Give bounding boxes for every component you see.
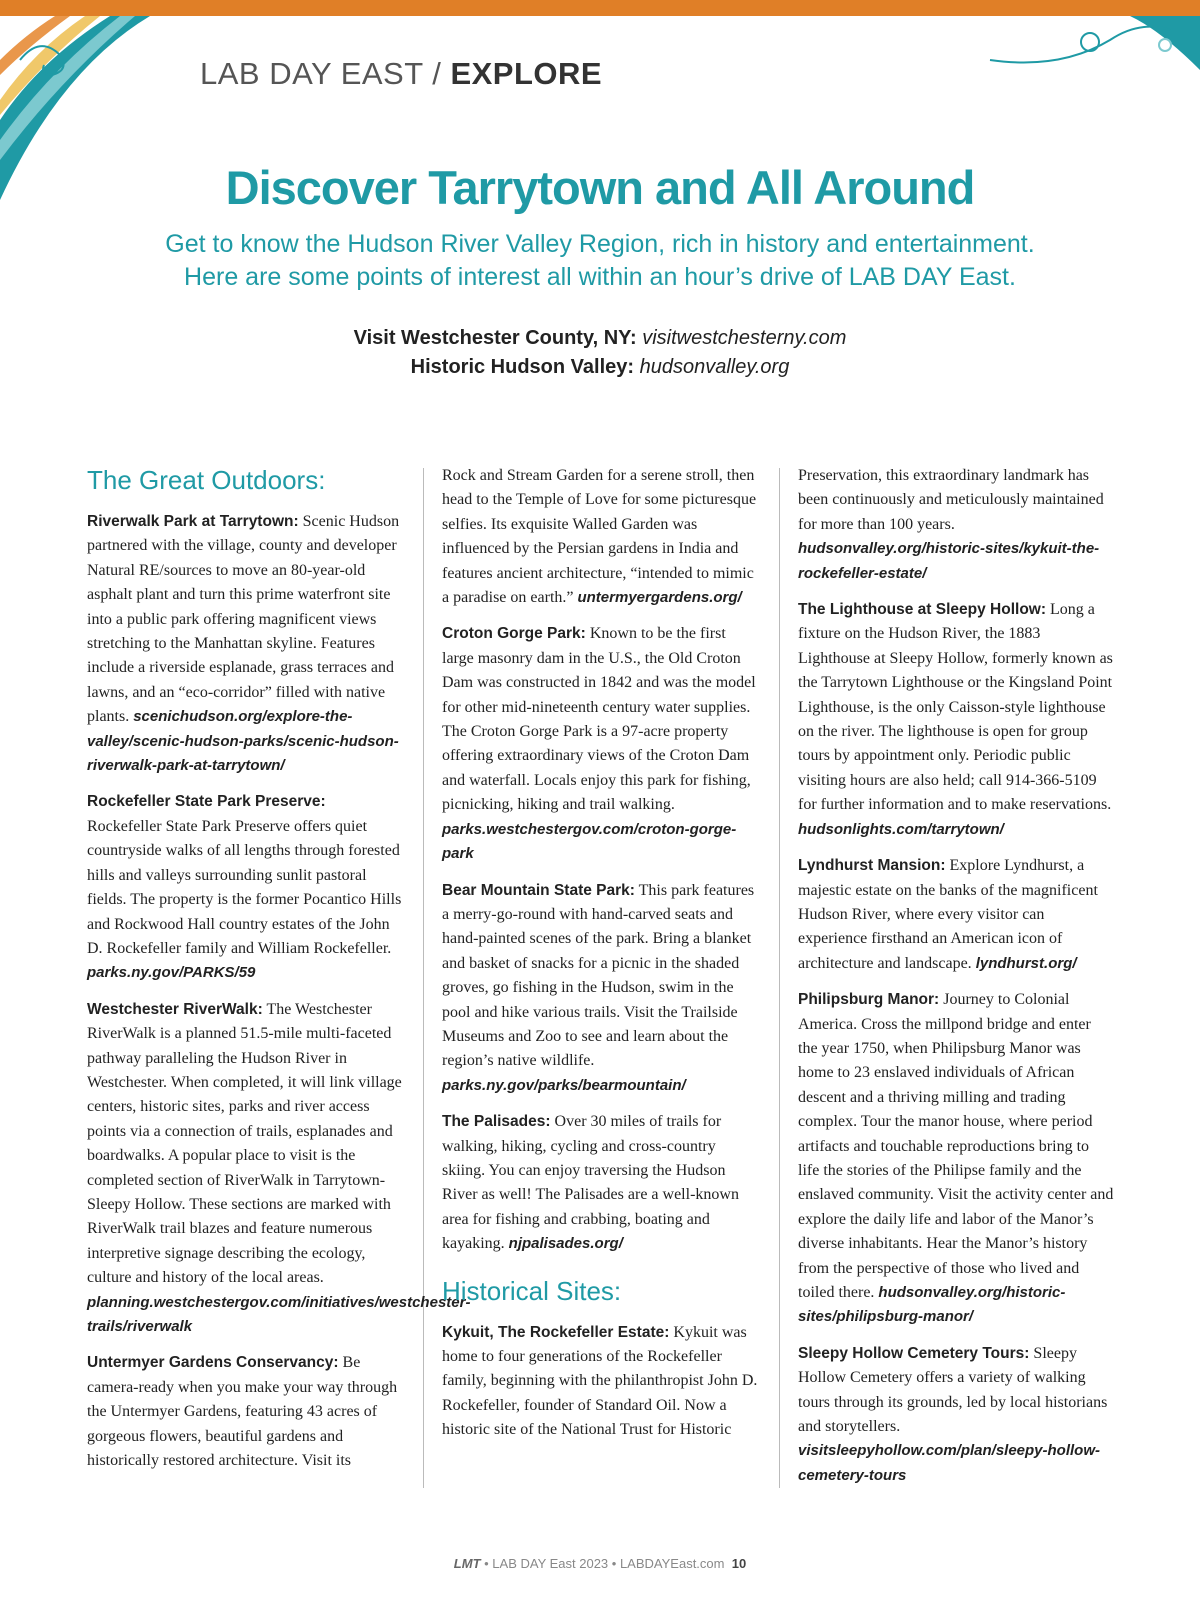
entry-body: The Westchester RiverWalk is a planned 51.5-mile multi-faceted pathway paralleling the Hudson River in Westchester. When completed, it will link village centers, historic sites, parks and river access points via a connection of trails, esplanades and boardwalks. A popular place to visit is the completed section of RiverWalk in Tarrytown-Sleepy Hollow. These sections are marked with RiverWalk trail blazes and feature numerous interpretive signage describing the ecology, culture and history of the local areas. xyxy=(87,1000,402,1287)
page-subtitle xyxy=(0,228,1200,294)
entry-link[interactable]: scenichudson.org/explore-the-valley/scenic-hudson-parks/scenic-hudson-riverwalk-park-at-tarrytown/ xyxy=(87,708,399,775)
footer-issue: LAB DAY East 2023 xyxy=(492,1556,609,1571)
entry-body-cont: Preservation, this extraordinary landmark has been continuously and meticulously maintained for more than 100 years. xyxy=(798,467,1104,533)
entry-sleepy-hollow-lighthouse xyxy=(798,598,1114,842)
section-header-bold: EXPLORE xyxy=(450,56,603,91)
entry-heading: Untermyer Gardens Conservancy: xyxy=(87,1354,339,1372)
category-heading-outdoors: The Great Outdoors: xyxy=(87,465,326,495)
entry-body: Sleepy Hollow Cemetery offers a variety of walking tours through its grounds, led by local historians and storytellers. xyxy=(798,1344,1108,1436)
entry-link[interactable]: parks.ny.gov/parks/bearmountain/ xyxy=(442,1076,686,1094)
entry-body: Scenic Hudson partnered with the village, county and developer Natural RE/sources to move an 80-year-old asphalt plant and turn this prime waterfront site into a public park offering magnificent views stretching to the Manhattan skyline. Features include a riverside esplanade, grass terraces and lawns, and an “eco-corridor” filled with native plants. xyxy=(87,513,400,726)
entry-body: Explore Lyndhurst, a majestic estate on the banks of the magnificent Hudson River, where every visitor can experience firsthand an American icon of architecture and landscape. xyxy=(798,857,1098,972)
entry-link[interactable]: visitsleepyhollow.com/plan/sleepy-hollow-cemetery-tours xyxy=(798,1442,1101,1484)
entry-heading: Bear Mountain State Park: xyxy=(442,881,635,899)
entry-croton-gorge xyxy=(442,622,758,866)
entry-body-cont: Rock and Stream Garden for a serene stroll, then head to the Temple of Love for some picturesque selfies. Its exquisite Walled Garden was influenced by the Persian gardens in India and features ancient architecture, “intended to mimic a paradise on earth.” xyxy=(442,467,757,607)
entry-body: Rockefeller State Park Preserve offers quiet countryside walks of all lengths through forested hills and valleys surrounding sunlit pastoral fields. The property is the former Pocantico Hills and Rockwood Hall country estates of the John D. Rockefeller family and William Rockefeller. xyxy=(87,817,402,957)
visit-links xyxy=(0,324,1200,382)
entry-link[interactable]: planning.westchestergov.com/initiatives/westchester-trails/riverwalk xyxy=(87,1293,471,1335)
entry-riverwalk-park xyxy=(87,510,403,778)
entry-link[interactable]: hudsonvalley.org/historic-sites/philipsburg-manor/ xyxy=(798,1284,1066,1326)
page-footer xyxy=(0,1556,1200,1571)
column-2 xyxy=(442,464,758,1455)
footer-separator: • xyxy=(608,1556,620,1571)
entry-rockefeller-preserve xyxy=(87,790,403,985)
entry-heading: Lyndhurst Mansion: xyxy=(798,857,946,875)
visit-hudson-valley-url[interactable]: hudsonvalley.org xyxy=(639,356,790,378)
entry-heading: The Lighthouse at Sleepy Hollow: xyxy=(798,601,1047,619)
page-title: Discover Tarrytown and All Around xyxy=(225,161,975,214)
entry-link[interactable]: untermyergardens.org/ xyxy=(577,589,742,607)
page-number: 10 xyxy=(731,1556,747,1571)
entry-body: Over 30 miles of trails for walking, hiking, cycling and cross-country skiing. You can enjoy traversing the Hudson River as well! The Palisades are a well-known area for fishing and crabbing, boating and kayaking. xyxy=(442,1113,739,1253)
entry-link[interactable]: parks.ny.gov/PARKS/59 xyxy=(87,964,256,982)
entry-heading: Croton Gorge Park: xyxy=(442,625,586,643)
subtitle-line-2: Here are some points of interest all within an hour’s drive of LAB DAY East. xyxy=(184,263,1016,291)
section-header-light: LAB DAY EAST / xyxy=(200,56,451,91)
entry-palisades xyxy=(442,1110,758,1256)
column-1 xyxy=(87,464,471,1485)
visit-hudson-valley xyxy=(0,353,1200,382)
entry-body: Known to be the first large masonry dam in the U.S., the Old Croton Dam was constructed in 1842 and was the model for other mid-nineteenth century water supplies. The Croton Gorge Park is a 97-acre property offering extraordinary views of the Croton Dam and waterfall. Locals enjoy this park for fishing, picnicking, hiking and trail walking. xyxy=(442,625,756,814)
visit-westchester xyxy=(0,324,1200,353)
entry-body: Kykuit was home to four generations of the Rockefeller family, beginning with the philanthropist John D. Rockefeller, founder of Standard Oil. Now a historic site of the National Trust for Historic xyxy=(442,1323,758,1439)
column-3 xyxy=(798,464,1114,1500)
column-divider-2 xyxy=(779,468,780,1488)
entry-link[interactable]: hudsonvalley.org/historic-sites/kykuit-the-rockefeller-estate/ xyxy=(798,540,1100,582)
entry-lyndhurst xyxy=(798,854,1114,976)
column-divider-1 xyxy=(423,468,424,1488)
entry-untermyer-gardens xyxy=(87,1351,403,1473)
entry-heading: Philipsburg Manor: xyxy=(798,991,940,1009)
entry-link[interactable]: parks.westchestergov.com/croton-gorge-park xyxy=(442,820,737,863)
entry-body: This park features a merry-go-round with hand-carved seats and hand-painted scenes of the park. Bring a blanket and basket of snacks for a picnic in the shaded groves, go fishing in the Hudson, swim in the pool and hike various trails. Visit the Trailside Museums and Zoo to see and learn about the region’s native wildlife. xyxy=(442,881,755,1070)
visit-westchester-url[interactable]: visitwestchesterny.com xyxy=(642,327,847,349)
entry-kykuit-cont xyxy=(798,464,1114,586)
section-header xyxy=(200,56,602,92)
footer-logo: LMT xyxy=(453,1556,481,1571)
swirl-right-ornament xyxy=(980,0,1200,90)
entry-philipsburg-manor xyxy=(798,988,1114,1330)
entry-untermyer-gardens-cont xyxy=(442,464,758,610)
entry-westchester-riverwalk xyxy=(87,998,471,1340)
entry-link[interactable]: njpalisades.org/ xyxy=(508,1235,623,1253)
entry-link[interactable]: lyndhurst.org/ xyxy=(975,954,1077,972)
entry-heading: Rockefeller State Park Preserve: xyxy=(87,793,326,811)
entry-heading: The Palisades: xyxy=(442,1113,551,1131)
footer-site[interactable]: LABDAYEast.com xyxy=(619,1556,725,1571)
entry-heading: Westchester RiverWalk: xyxy=(87,1000,263,1018)
entry-bear-mountain xyxy=(442,879,758,1099)
visit-hudson-valley-label: Historic Hudson Valley: xyxy=(410,356,635,378)
footer-separator: • xyxy=(480,1556,493,1571)
entry-heading: Riverwalk Park at Tarrytown: xyxy=(87,513,299,530)
entry-body: Journey to Colonial America. Cross the millpond bridge and enter the year 1750, when Philipsburg Manor was home to 23 enslaved individuals of African descent and a thriving milling and trading complex. Tour the manor house, where period artifacts and touchable reproductions bring to life the stories of the Philipse family and the enslaved community. Visit the activity center and explore the daily life and labor of the Manor’s diverse inhabitants. Hear the Manor’s history from the perspective of those who lived and toiled there. xyxy=(798,991,1114,1301)
subtitle-line-1: Get to know the Hudson River Valley Region, rich in history and entertainment. xyxy=(165,230,1035,258)
entry-heading: Sleepy Hollow Cemetery Tours: xyxy=(798,1344,1030,1362)
entry-kykuit xyxy=(442,1321,758,1443)
entry-sleepy-hollow-cemetery xyxy=(798,1342,1114,1488)
visit-westchester-label: Visit Westchester County, NY: xyxy=(353,327,637,349)
category-heading-historical: Historical Sites: xyxy=(442,1275,622,1306)
entry-link[interactable]: hudsonlights.com/tarrytown/ xyxy=(798,820,1004,838)
entry-heading: Kykuit, The Rockefeller Estate: xyxy=(442,1323,670,1341)
entry-body: Long a fixture on the Hudson River, the 1883 Lighthouse at Sleepy Hollow, formerly known as the Tarrytown Lighthouse or the Kingsland Point Lighthouse, is the only Caisson-style lighthouse on the river. The lighthouse is open for group tours by appointment only. Periodic public visiting hours are also held; call 914-366-5109 for further information and to make reservations. xyxy=(798,601,1113,814)
entry-body: Be camera-ready when you make your way through the Untermyer Gardens, featuring 43 acres of gorgeous flowers, beautiful gardens and historically restored architecture. Visit its xyxy=(87,1354,398,1470)
